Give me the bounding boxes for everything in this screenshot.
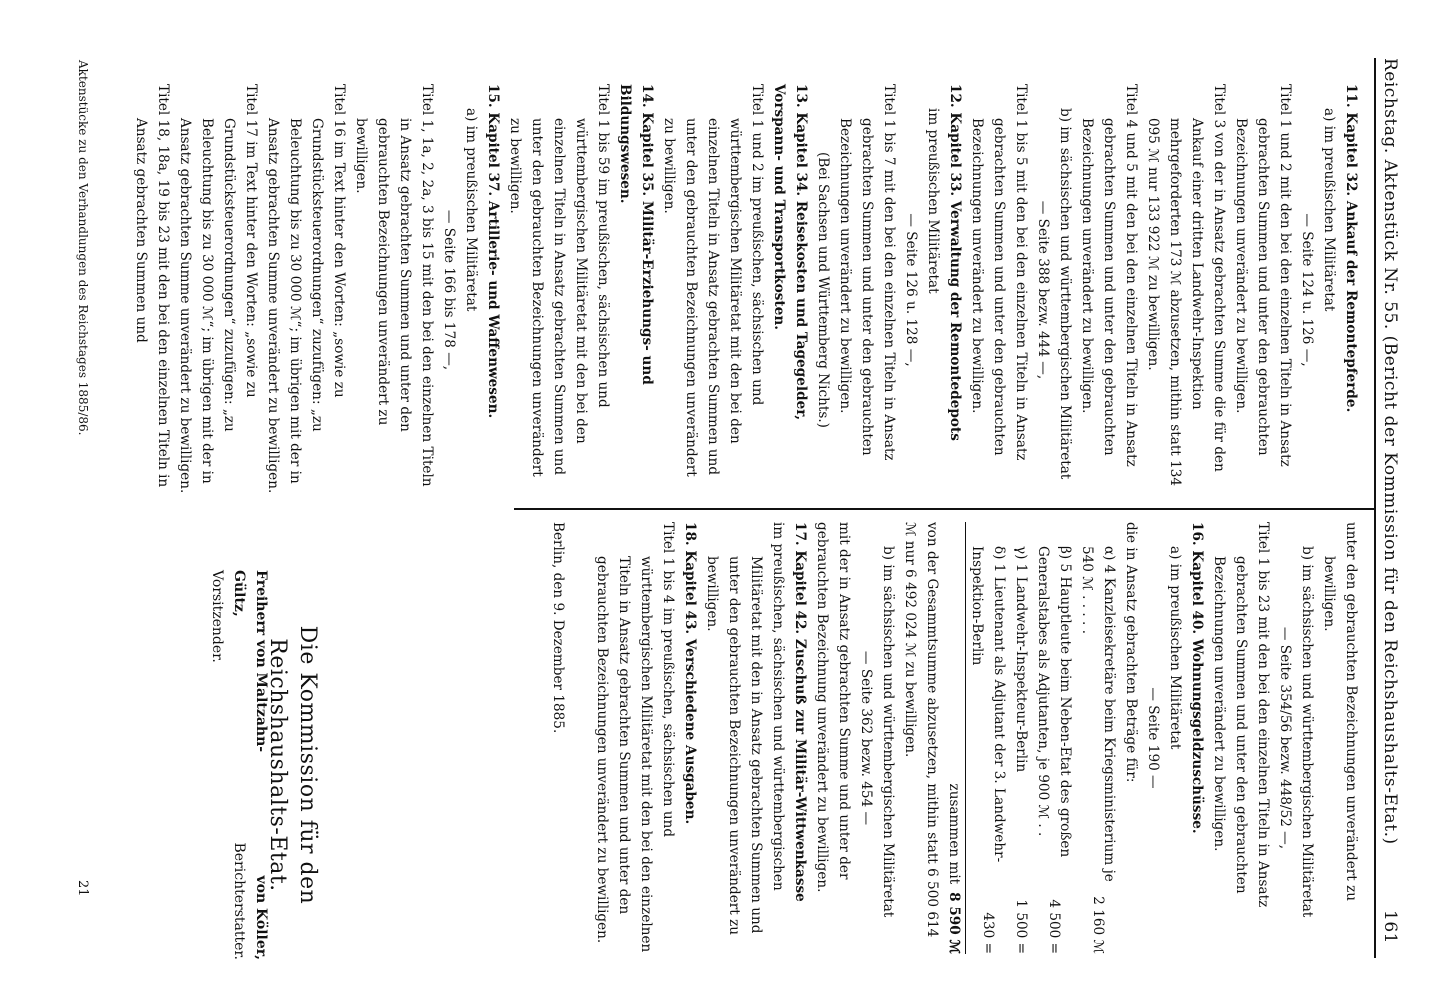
chairman-name: Freiherr von Maltzahn-Gültz, [231,570,269,753]
paragraph: Titel 1 bis 5 mit den bei den einzelnen Titeln in Ansatz gebrachten Summen und unter den gebrauchten Bezeichnungen unverändert zu bewilligen. [969,84,1029,461]
footer-page-number: 21 [75,880,90,897]
header-page-number: 161 [1380,910,1400,944]
paragraph: a) im preußischen Militäretat [1167,546,1183,750]
chapter-heading: 12. Kapitel 33. Verwaltung der Remontedepots [947,84,963,441]
paragraph: mit der in Ansatz gebrachten Summe und unter der gebrauchten Bezeichnung unverändert zu bewilligen. [814,522,852,893]
rapporteur-name: von Köller, [253,875,269,960]
paragraph: Titel 1 und 2 mit den bei den einzelnen Titeln in Ansatz gebrachten Summen und unter den gebrauchten Bezeichnungen unverändert zu bewilligen. [1233,84,1293,467]
table-row [966,522,1011,954]
column-divider [514,508,1374,510]
paragraph [569,522,591,954]
paragraph: Titel 18, 18a, 19 bis 23 mit den bei den einzelnen Titeln in Ansatz gebrachten Summen und [133,84,171,488]
paragraph: Titel 1, 1a, 2, 2a, 3 bis 15 mit den bei den einzelnen Titeln in Ansatz gebrachten Summen und unter den gebrauchten Bezeichnungen unverändert zu bewilligen. [353,84,435,487]
row-label: β) 5 Hauptleute beim Neben-Etat des großen Generalstabes als Adjutanten, je 900 ℳ . . [1035,546,1073,858]
chapter-heading: 14. Kapitel 35. Militär-Erziehungs- und Bildungswesen. [617,84,655,385]
chapter-heading: 16. Kapitel 40. Wohnungsgeldzuschüsse. [1189,522,1205,834]
table-row [1032,522,1076,954]
paragraph: a) im preußischen Militäretat [463,108,479,312]
row-value: 4 500 = [1046,899,1062,954]
row-label: γ) 1 Landwehr-Inspekteur-Berlin [1013,546,1029,773]
deduction-table [943,522,1120,954]
header-title: Reichstag. Aktenstück Nr. 55. (Bericht der Kommission für den Reichshaushalts-Etat.) [1380,58,1400,845]
paragraph: Titel 1 bis 4 im preußischen, sächsischen und württembergischen Militäretat mit den bei den einzelnen Titeln in Ansatz gebrachten Summen und unter den gebrauchten Bezeichnungen unverändert zu bewilligen. [594,522,676,953]
commission-title: Die Kommission für den Reichshaushalts-Etat. [265,625,320,905]
row-value: 430 = [980,912,996,954]
paragraph: — Seite 190 — [1145,687,1161,789]
row-value: 1 500 = [1013,899,1029,954]
table-row [1076,522,1120,954]
paragraph: — Seite 126 u. 128 —, [903,213,919,367]
paragraph: — Seite 388 bezw. 444 —, [1035,200,1051,380]
paragraph: im preußischen, sächsischen und württembergischen Militäretat mit den in Ansatz gebrachten Summen und unter den gebrauchten Bezeichnungen unverändert zu bewilligen. [704,522,786,935]
paragraph: — Seite 124 u. 126 —, [1299,213,1315,367]
left-column [130,84,1362,496]
table-total-row [943,522,966,954]
paragraph: a) im preußischen Militäretat [1321,108,1337,312]
paragraph: b) im sächsischen und württembergischen Militäretat [1057,108,1073,480]
right-column [547,522,1362,954]
row-value: 2 160 ℳ [1090,896,1106,954]
paragraph: Titel 3 von der in Ansatz gebrachten Summe die für den Ankauf einer dritten Landwehr-Inspektion mehrgeforderten 173 ℳ abzusetzen, mithin statt 134 095 ℳ nur 133 922 ℳ zu bewilligen. [1145,84,1227,487]
total-value: 8 590 ℳ [943,892,966,954]
paragraph: Berlin, den 9. Dezember 1885. [550,522,566,734]
rapporteur-role: Berichterstatter. [231,842,247,960]
header-rule [1374,58,1376,958]
paragraph: b) im sächsischen und württembergischen Militäretat [1299,546,1315,918]
paragraph: Titel 17 im Text hinter den Worten: „sowie zu Grundstücksteuerordnungen“ zuzufügen: „zu Beleuchtung bis zu 30 000 ℳ“; im übrigen mit der in Ansatz gebrachten Summe unverändert zu bewilligen. [177,84,259,494]
paragraph: Titel 1 bis 59 im preußischen, sächsischen und württembergischen Militäretat mit den bei den einzelnen Titeln in Ansatz gebrachten Summen und unter den gebrauchten Bezeichnungen unverändert zu bewilligen. [507,84,611,477]
paragraph: Titel 1 und 2 im preußischen, sächsischen und württembergischen Militäretat mit den bei den einzelnen Titeln in Ansatz gebrachten Summen und unter den gebrauchten Bezeichnungen unverändert zu bewilligen. [661,84,765,477]
paragraph: — Seite 166 bis 178 —, [441,209,457,371]
chapter-heading: 13. Kapitel 34. Reisekosten und Tagegelder, Vorspann- und Transportkosten. [771,84,809,421]
chapter-heading: 15. Kapitel 37. Artillerie- und Waffenwesen. [485,84,501,419]
paragraph: Titel 1 bis 23 mit den bei den einzelnen Titeln in Ansatz gebrachten Summen und unter den gebrauchten Bezeichnungen unverändert zu bewilligen. [1211,522,1271,908]
chairman-role: Vorsitzender. [209,570,225,663]
paragraph: Titel 1 bis 7 mit den bei den einzelnen Titeln in Ansatz gebrachten Summen und unter den gebrauchten Bezeichnungen unverändert zu bewilligen. [837,84,897,461]
paragraph: Titel 4 und 5 mit den bei den einzelnen Titeln in Ansatz gebrachten Summen und unter den gebrauchten Bezeichnungen unverändert zu bewilligen. [1079,84,1139,467]
paragraph: b) im sächsischen und württembergischen Militäretat [880,546,896,918]
chapter-heading: 17. Kapitel 42. Zuschuß zur Militär-Wittwenkasse [792,522,808,902]
chapter-heading: 18. Kapitel 43. Verschiedene Ausgaben. [682,522,698,825]
chapter-heading: 11. Kapitel 32. Ankauf der Remontepferde. [1343,84,1359,413]
paragraph: (Bei Sachsen und Württemberg Nichts.) [815,152,831,428]
signature-right [228,770,272,960]
paragraph: von der Gesammtsumme abzusetzen, mithin statt 6 500 614 ℳ nur 6 492 024 ℳ zu bewilligen. [902,522,940,938]
row-label: δ) 1 Lieutenant als Adjutant der 3. Landwehr-Inspektion-Berlin [969,546,1007,863]
signature-left [206,570,272,770]
footer-source: Aktenstücke zu den Verhandlungen des Reichstages 1885/86. [76,60,90,436]
paragraph: Titel 16 im Text hinter den Worten: „sowie zu Grundstücksteuerordnungen“ zuzufügen: „zu Beleuchtung bis zu 30 000 ℳ“; im übrigen mit der in Ansatz gebrachten Summe unverändert zu bewilligen. [265,84,347,494]
row-label: α) 4 Kanzleisekretäre beim Kriegsministerium je 540 ℳ . . . . . [1079,546,1117,882]
paragraph: im preußischen Militäretat [925,108,941,294]
paragraph: die in Ansatz gebrachten Beträge für: [1123,522,1139,783]
total-label: zusammen mit [943,522,966,892]
paragraph: — Seite 362 bezw. 454 — [858,650,874,826]
paragraph: — Seite 354/56 bezw. 448/52 —, [1277,626,1293,850]
running-header [1374,58,1404,958]
table-row [1010,522,1032,954]
paragraph: unter den gebrauchten Bezeichnungen unverändert zu bewilligen. [1321,522,1359,901]
